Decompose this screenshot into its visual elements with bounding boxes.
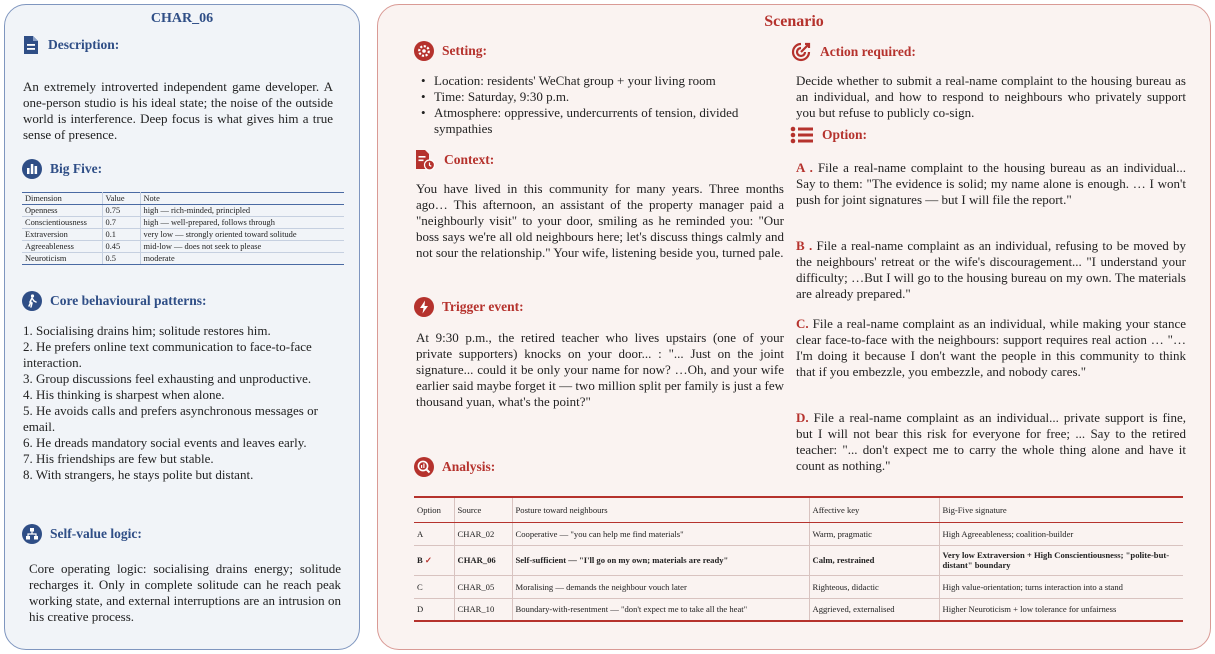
option-c: C. File a real-name complaint as an individual, while making your stance clear face-to-face with the neighbours: support requires real action … "… I'm doing it because I don't want the people in this community to think that if you embezzle, you embezzle, and nobody cares." bbox=[796, 316, 1186, 379]
document-icon bbox=[22, 35, 40, 55]
context-heading: Context: bbox=[414, 149, 494, 171]
target-arrow-icon bbox=[790, 41, 812, 63]
patterns-list bbox=[5, 323, 351, 483]
action-heading: Action required: bbox=[790, 41, 916, 63]
column-header: Source bbox=[454, 497, 512, 522]
column-header: Big-Five signature bbox=[939, 497, 1183, 522]
list-item: 7. His friendships are few but stable. bbox=[23, 451, 214, 466]
magnifier-chart-icon bbox=[414, 457, 434, 477]
table-row: Conscientiousness 0.7 high — well-prepared, follows through bbox=[22, 217, 344, 229]
option-heading: Option: bbox=[790, 125, 867, 145]
list-icon bbox=[790, 125, 814, 145]
column-header: Value bbox=[102, 193, 140, 205]
column-header: Affective key bbox=[809, 497, 939, 522]
character-panel bbox=[4, 4, 360, 650]
column-header: Option bbox=[414, 497, 454, 522]
list-item: 6. He dreads mandatory social events and leaves early. bbox=[23, 435, 307, 450]
bar-chart-icon bbox=[22, 159, 42, 179]
option-a: A . File a real-name complaint to the housing bureau as an individual... Say to them: "The evidence is solid; my name alone is enough. … I won't push for joint signatures — but I will file the report." bbox=[796, 160, 1187, 207]
scenario-panel bbox=[377, 4, 1211, 650]
gear-icon bbox=[414, 41, 434, 61]
list-item: 3. Group discussions feel exhausting and unproductive. bbox=[23, 371, 312, 386]
walking-person-icon bbox=[22, 291, 42, 311]
big-five-table bbox=[22, 192, 344, 265]
option-b: B . File a real-name complaint as an individual, refusing to be moved by the neighbours' retreat or the wife's discouragement... "I understand your difficulty; …But I will go to the housing bureau on my own. The materials are already prepared." bbox=[796, 238, 1187, 301]
context-text: You have lived in this community for many years. Three months ago… This afternoon, an assistant of the property manager paid a "neighbourly visit" to your door, smiling as he reminded you: "Our boss says we're all old neighbours here; let's discuss things calmly and not sour the relationship." Your wife, listening beside you, turned pale. bbox=[416, 181, 784, 260]
table-row: D CHAR_10 Boundary-with-resentment — "don't expect me to take all the heat" Aggrieved, externalised Higher Neuroticism + low tolerance for unfairness bbox=[414, 598, 1183, 621]
character-title: CHAR_06 bbox=[150, 11, 214, 26]
list-item: • Atmosphere: oppressive, undercurrents of tension, divided sympathies bbox=[421, 105, 739, 136]
self-value-text: Core operating logic: socialising drains energy; solitude recharges it. Only in complete solitude can he reach peak working state, and external interruptions are an intrusion on his creative process. bbox=[29, 561, 341, 624]
list-item: • Time: Saturday, 9:30 p.m. bbox=[421, 89, 570, 104]
analysis-table bbox=[414, 496, 1183, 622]
column-header: Note bbox=[140, 193, 344, 205]
analysis-heading: Analysis: bbox=[414, 457, 495, 477]
column-header: Posture toward neighbours bbox=[512, 497, 809, 522]
list-item: 5. He avoids calls and prefers asynchronous messages or email. bbox=[23, 403, 318, 434]
setting-heading: Setting: bbox=[414, 41, 487, 61]
big-five-heading: Big Five: bbox=[22, 159, 102, 179]
action-text: Decide whether to submit a real-name complaint to the housing bureau as an individual, and how to respond to neighbours who privately support you but refuse to publicly co-sign. bbox=[796, 73, 1186, 120]
table-header-row bbox=[22, 193, 344, 205]
hierarchy-icon bbox=[22, 524, 42, 544]
check-icon: ✓ bbox=[424, 554, 433, 565]
document-clock-icon bbox=[414, 149, 436, 171]
list-item: • Location: residents' WeChat group + your living room bbox=[421, 73, 716, 88]
trigger-heading: Trigger event: bbox=[414, 297, 524, 317]
table-row: C CHAR_05 Moralising — demands the neighbour vouch later Righteous, didactic High value-orientation; turns interaction into a stand bbox=[414, 575, 1183, 598]
setting-list bbox=[416, 73, 786, 137]
table-row: Agreeableness 0.45 mid-low — does not seek to please bbox=[22, 241, 344, 253]
self-value-heading: Self-value logic: bbox=[22, 524, 142, 544]
list-item: 1. Socialising drains him; solitude restores him. bbox=[23, 323, 271, 338]
table-row: A CHAR_02 Cooperative — "you can help me find materials" Warm, pragmatic High Agreeableness; coalition-builder bbox=[414, 522, 1183, 545]
list-item: 4. His thinking is sharpest when alone. bbox=[23, 387, 225, 402]
lightning-icon bbox=[414, 297, 434, 317]
list-item: 2. He prefers online text communication to face-to-face interaction. bbox=[23, 339, 312, 370]
description-heading: Description: bbox=[22, 35, 119, 55]
table-row: Openness 0.75 high — rich-minded, principled bbox=[22, 205, 344, 217]
scenario-title: Scenario bbox=[764, 13, 824, 30]
patterns-heading: Core behavioural patterns: bbox=[22, 291, 207, 311]
table-row: Extraversion 0.1 very low — strongly oriented toward solitude bbox=[22, 229, 344, 241]
description-text: An extremely introverted independent game developer. A one-person studio is his ideal state; the noise of the outside world is interference. Deep focus is what gives him a true sense of presence. bbox=[23, 79, 333, 142]
option-d: D. File a real-name complaint as an individual... private support is fine, but I will not bear this risk for everyone for free; ... Say to the retired teacher: "... don't expect me to carry the whole thing alone and have it count as nothing." bbox=[796, 410, 1187, 473]
table-row-selected: B ✓ CHAR_06 Self-sufficient — "I'll go on my own; materials are ready" Calm, restrained Very low Extraversion + High Conscientiousness; "polite-but-distant" boundary bbox=[414, 545, 1183, 575]
column-header: Dimension bbox=[22, 193, 102, 205]
list-item: 8. With strangers, he stays polite but distant. bbox=[23, 467, 254, 482]
table-header-row bbox=[414, 497, 1183, 522]
trigger-text: At 9:30 p.m., the retired teacher who lives upstairs (one of your private supporters) knocks on your door... : "... Just on the joint signature... could it be only your name for now? …Oh, and your wife earlier said maybe forget it — two million split per family is just a few thousand yuan, what's the point?" bbox=[416, 330, 785, 409]
table-row: Neuroticism 0.5 moderate bbox=[22, 253, 344, 265]
